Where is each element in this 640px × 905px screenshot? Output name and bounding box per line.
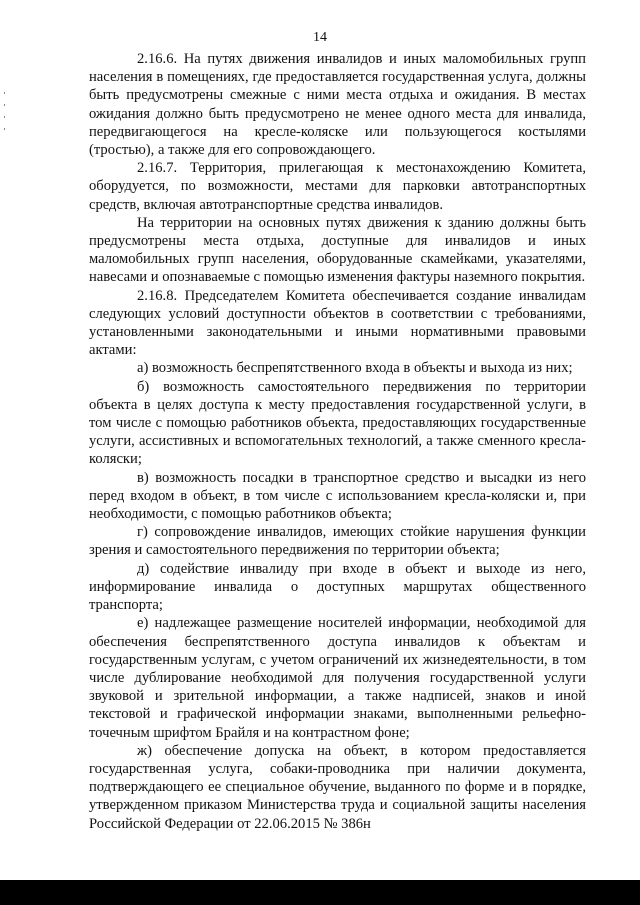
- scan-bottom-edge: [0, 880, 640, 905]
- margin-marks: [4, 92, 6, 132]
- list-item-g: г) сопровождение инвалидов, имеющих стойкие нарушения функции зрения и самостоятельного передвижения по территории объекта;: [89, 524, 586, 559]
- list-item-d: д) содействие инвалиду при входе в объект и выходе из него, информирование инвалида о доступных маршрутах общественного транспорта;: [89, 560, 586, 614]
- page-number: 14: [313, 30, 327, 45]
- list-item-e: е) надлежащее размещение носителей информации, необходимой для обеспечения беспрепятственного доступа инвалидов к объектам и государственным услугам, с учетом ограничений их жизнедеятельности, в том числе дублирование необходимой для получения государственной услуги звуковой и зрительной информации, а также надписей, знаков и иной текстовой и графической информации знаками, выполненными рельефно-точечным шрифтом Брайля и на контрастном фоне;: [89, 615, 586, 741]
- paragraph-2-16-8: 2.16.8. Председателем Комитета обеспечивается создание инвалидам следующих условий доступности объектов в соответствии с требованиями, установленными законодательными и иными нормативными правовыми актами:: [89, 287, 586, 359]
- paragraph-2-16-6: 2.16.6. На путях движения инвалидов и иных маломобильных групп населения в помещениях, где предоставляется государственная услуга, должны быть предусмотрены смежные с ними места отдыха и ожидания. В местах ожидания должно быть предусмотрено не менее одного места для инвалида, передвигающегося на кресле-коляске или пользующегося костылями (тростью), а также для его сопровождающего.: [89, 51, 586, 159]
- list-item-v: в) возможность посадки в транспортное средство и высадки из него перед входом в объект, в том числе с использованием кресла-коляски и, при необходимости, с помощью работников объекта;: [89, 469, 586, 523]
- list-item-zh: ж) обеспечение допуска на объект, в котором предоставляется государственная услуга, собаки-проводника при наличии документа, подтверждающего ее специальное обучение, выданного по форме и в порядке, утвержденном приказом Министерства труда и социальной защиты населения Российской Федерации от 22.06.2015 № 386н: [89, 742, 586, 832]
- list-item-a: а) возможность беспрепятственного входа в объекты и выхода из них;: [137, 360, 573, 377]
- paragraph-territory-rest-places: На территории на основных путях движения к зданию должны быть предусмотрены места отдыха, доступные для инвалидов и иных маломобильных групп населения, оборудованные скамейками, указателями, навесами и опознаваемые с помощью изменения фактуры наземного покрытия.: [89, 214, 586, 286]
- paragraph-2-16-7: 2.16.7. Территория, прилегающая к местонахождению Комитета, оборудуется, по возможности, местами для парковки автотранспортных средств, включая автотранспортные средства инвалидов.: [89, 160, 586, 213]
- list-item-b: б) возможность самостоятельного передвижения по территории объекта в целях доступа к месту предоставления государственной услуги, в том числе с помощью работников объекта, предоставляющих государственные услуги, ассистивных и вспомогательных технологий, а также сменного кресла-коляски;: [89, 378, 586, 468]
- document-body: [89, 50, 586, 833]
